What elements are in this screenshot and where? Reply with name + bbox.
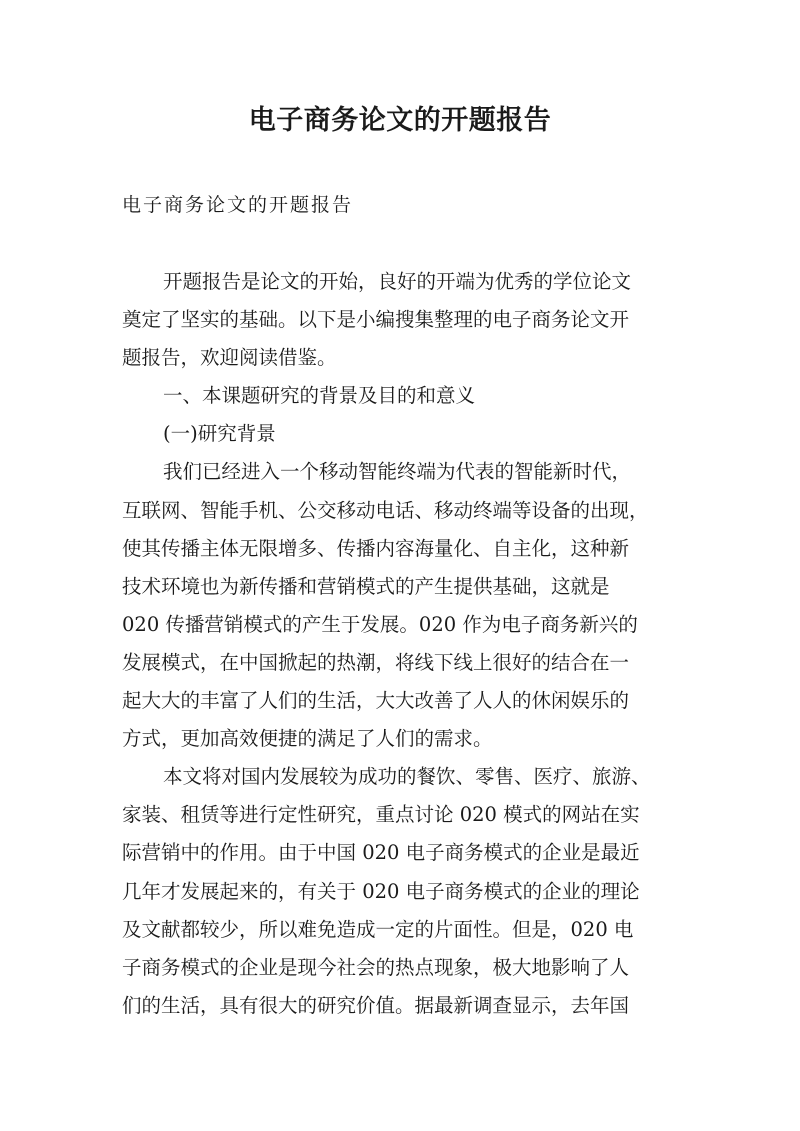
text-line: 及文献都较少，所以难免造成一定的片面性。但是，020 电 — [122, 917, 634, 941]
text-line: 题报告，欢迎阅读借鉴。 — [122, 346, 337, 370]
text-line: 奠定了坚实的基础。以下是小编搜集整理的电子商务论文开 — [122, 308, 630, 332]
body-text — [122, 263, 692, 1025]
text-line: 我们已经进入一个移动智能终端为代表的智能新时代， — [163, 460, 632, 484]
text-line: 使其传播主体无限增多、传播内容海量化、自主化，这种新 — [122, 536, 630, 560]
text-line: 子商务模式的企业是现今社会的热点现象，极大地影响了人 — [122, 955, 630, 979]
document-subtitle: 电子商务论文的开题报告 — [122, 194, 354, 216]
text-line: (一)研究背景 — [163, 422, 276, 446]
text-line: 发展模式，在中国掀起的热潮，将线下线上很好的结合在一 — [122, 650, 630, 674]
document-title: 电子商务论文的开题报告 — [248, 105, 552, 136]
text-line: 际营销中的作用。由于中国 020 电子商务模式的企业是最近 — [122, 841, 640, 865]
text-line: 020 传播营销模式的产生于发展。020 作为电子商务新兴的 — [122, 612, 638, 636]
text-line: 家装、租赁等进行定性研究，重点讨论 020 模式的网站在实 — [122, 803, 640, 827]
text-line: 几年才发展起来的，有关于 020 电子商务模式的企业的理论 — [122, 879, 640, 903]
text-line: 一、本课题研究的背景及目的和意义 — [163, 384, 476, 408]
text-line: 方式，更加高效便捷的满足了人们的需求。 — [122, 727, 493, 751]
text-line: 本文将对国内发展较为成功的餐饮、零售、医疗、旅游、 — [163, 765, 651, 789]
text-line: 开题报告是论文的开始，良好的开端为优秀的学位论文 — [163, 270, 632, 293]
text-line: 们的生活，具有很大的研究价值。据最新调查显示，去年国 — [122, 993, 630, 1017]
text-line: 技术环境也为新传播和营销模式的产生提供基础，这就是 — [122, 574, 610, 598]
text-line: 起大大的丰富了人们的生活，大大改善了人人的休闲娱乐的 — [122, 689, 630, 713]
text-line: 互联网、智能手机、公交移动电话、移动终端等设备的出现， — [122, 498, 649, 522]
